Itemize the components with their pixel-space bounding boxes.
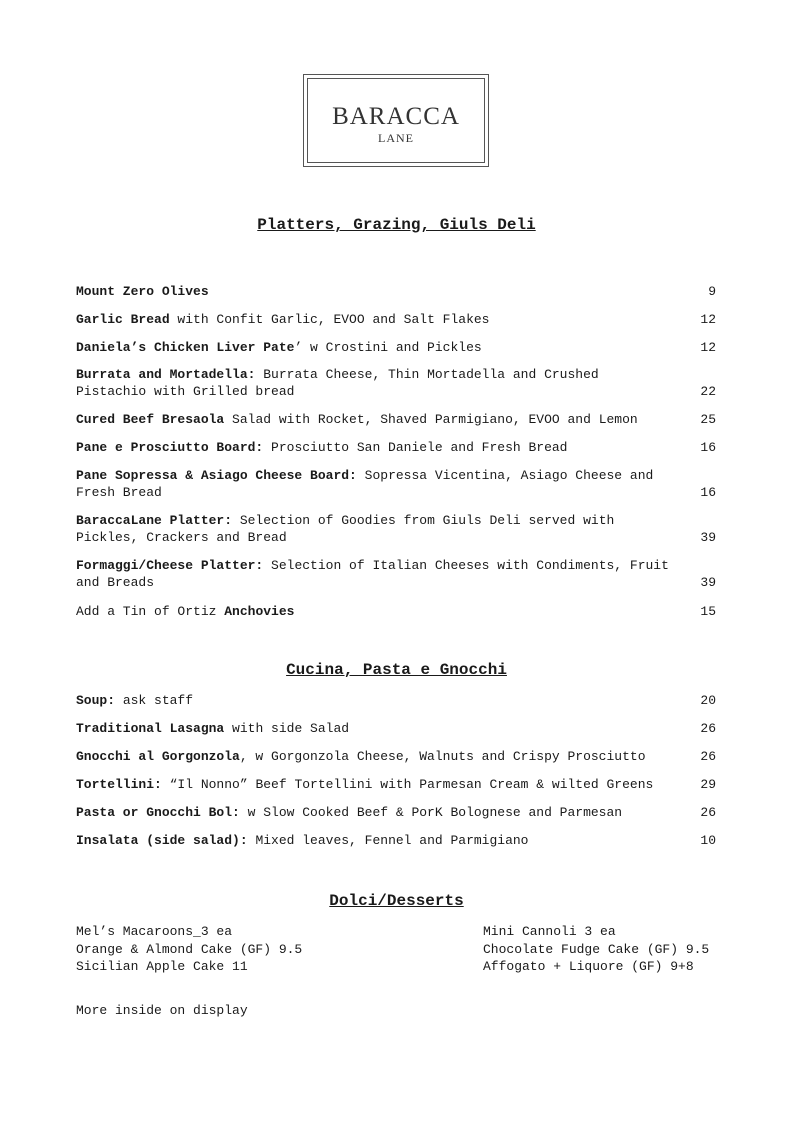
menu-item-name: Anchovies [224,604,295,619]
dessert-item: Mel’s Macaroons_3 ea [76,924,233,939]
menu-item-description [76,776,671,793]
menu-item-description [76,311,671,328]
menu-item [76,603,716,620]
menu-item-description [76,720,671,737]
menu-item-name: Gnocchi al Gorgonzola [76,749,240,764]
menu-item-details: Selection of Goodies from Giuls Deli served with Pickles, Crackers and Bread [76,513,615,545]
menu-item [76,557,716,591]
menu-item [76,804,716,821]
menu-item-details: w Slow Cooked Beef & PorK Bolognese and Parmesan [239,805,623,820]
menu-item [76,776,716,793]
menu-item-details: Sopressa Vicentina, Asiago Cheese and Fresh Bread [76,468,654,500]
menu-item-description [76,512,671,546]
menu-item-description [76,339,671,356]
menu-item-price: 16 [700,440,716,455]
menu-item [76,748,716,765]
menu-item-name: Pane Sopressa & Asiago Cheese Board: [76,468,357,483]
menu-item-price: 26 [700,721,716,736]
menu-item-name: Tortellini: [76,777,162,792]
menu-item [76,311,716,328]
menu-item-details: with Confit Garlic, EVOO and Salt Flakes [169,312,490,327]
dessert-item: Chocolate Fudge Cake (GF) 9.5 [483,941,710,957]
menu-item-details: Mixed leaves, Fennel and Parmigiano [247,833,529,848]
menu-item-description [76,366,671,400]
baracca-lane-logo [303,74,489,167]
footer-note: More inside on display [76,1003,248,1018]
menu-item-description [76,283,671,300]
menu-item-name: Insalata (side salad): [76,833,248,848]
menu-item-name: Garlic Bread [76,312,170,327]
menu-item-price: 26 [700,749,716,764]
menu-item-price: 26 [700,805,716,820]
menu-item [76,283,716,300]
menu-item-description [76,804,671,821]
menu-item-description [76,832,671,849]
menu-item-name: BaraccaLane Platter: [76,513,233,528]
menu-item-price: 10 [700,833,716,848]
menu-item-name: Burrata and Mortadella: [76,367,256,382]
menu-item-name: Soup: [76,693,116,708]
menu-item-price: 16 [700,485,716,500]
menu-item-details: Burrata Cheese, Thin Mortadella and Crushed Pistachio with Grilled bread [76,367,599,399]
menu-item-description [76,557,671,591]
menu-item-name: Daniela’s Chicken Liver Pate [76,340,295,355]
menu-item-price: 12 [700,312,716,327]
menu-item-description [76,692,671,709]
logo-subname: LANE [378,131,414,145]
menu-item-description [76,748,671,765]
menu-item-details: ask staff [115,693,194,708]
menu-item [76,439,716,456]
menu-item-description [76,603,671,620]
menu-item [76,720,716,737]
menu-item-price: 15 [700,604,716,619]
menu-item-details: “Il Nonno” Beef Tortellini with Parmesan Cream & wilted Greens [161,777,654,792]
menu-item-details: ’ w Crostini and Pickles [294,340,482,355]
desserts-right-column [483,923,709,976]
menu-item-details: Selection of Italian Cheeses with Condiments, Fruit and Breads [76,558,669,590]
menu-item-name: Pasta or Gnocchi Bol: [76,805,240,820]
menu-item-name: Cured Beef Bresaola [76,412,225,427]
menu-item-price: 25 [700,412,716,427]
menu-item-prefix: Add a Tin of Ortiz [76,604,225,619]
menu-item-details: Prosciutto San Daniele and Fresh Bread [263,440,568,455]
menu-item-name: Mount Zero Olives [76,284,209,299]
menu-item-price: 20 [700,693,716,708]
menu-item-name: Pane e Prosciutto Board: [76,440,264,455]
section-title-platters: Platters, Grazing, Giuls Deli [257,216,536,234]
dessert-item: Sicilian Apple Cake 11 [76,959,248,974]
menu-item-price: 22 [700,384,716,399]
menu-item-price: 39 [700,575,716,590]
dessert-item: Affogato + Liquore (GF) 9+8 [483,959,694,974]
menu-item-price: 29 [700,777,716,792]
menu-item-name: Formaggi/Cheese Platter: [76,558,264,573]
desserts-left-column [76,923,302,976]
section-title-cucina: Cucina, Pasta e Gnocchi [286,661,507,679]
menu-item [76,832,716,849]
dessert-item: Orange & Almond Cake (GF) 9.5 [76,941,303,957]
menu-item [76,411,716,428]
menu-item-details: , w Gorgonzola Cheese, Walnuts and Crispy Prosciutto [239,749,646,764]
logo-name: BARACCA [332,103,460,130]
menu-item-details: Salad with Rocket, Shaved Parmigiano, EVOO and Lemon [224,412,638,427]
menu-item-description [76,467,671,501]
menu-item-name: Traditional Lasagna [76,721,225,736]
menu-item-description [76,439,671,456]
dessert-item: Mini Cannoli 3 ea [483,924,616,939]
menu-item-details: with side Salad [224,721,350,736]
menu-item-price: 9 [708,284,716,299]
menu-item [76,366,716,400]
menu-item-price: 39 [700,530,716,545]
menu-item [76,512,716,546]
menu-item-description [76,411,671,428]
logo-frame [307,78,485,163]
menu-item [76,692,716,709]
menu-item-price: 12 [700,340,716,355]
menu-item [76,467,716,501]
menu-item [76,339,716,356]
section-title-dolci: Dolci/Desserts [329,892,464,910]
